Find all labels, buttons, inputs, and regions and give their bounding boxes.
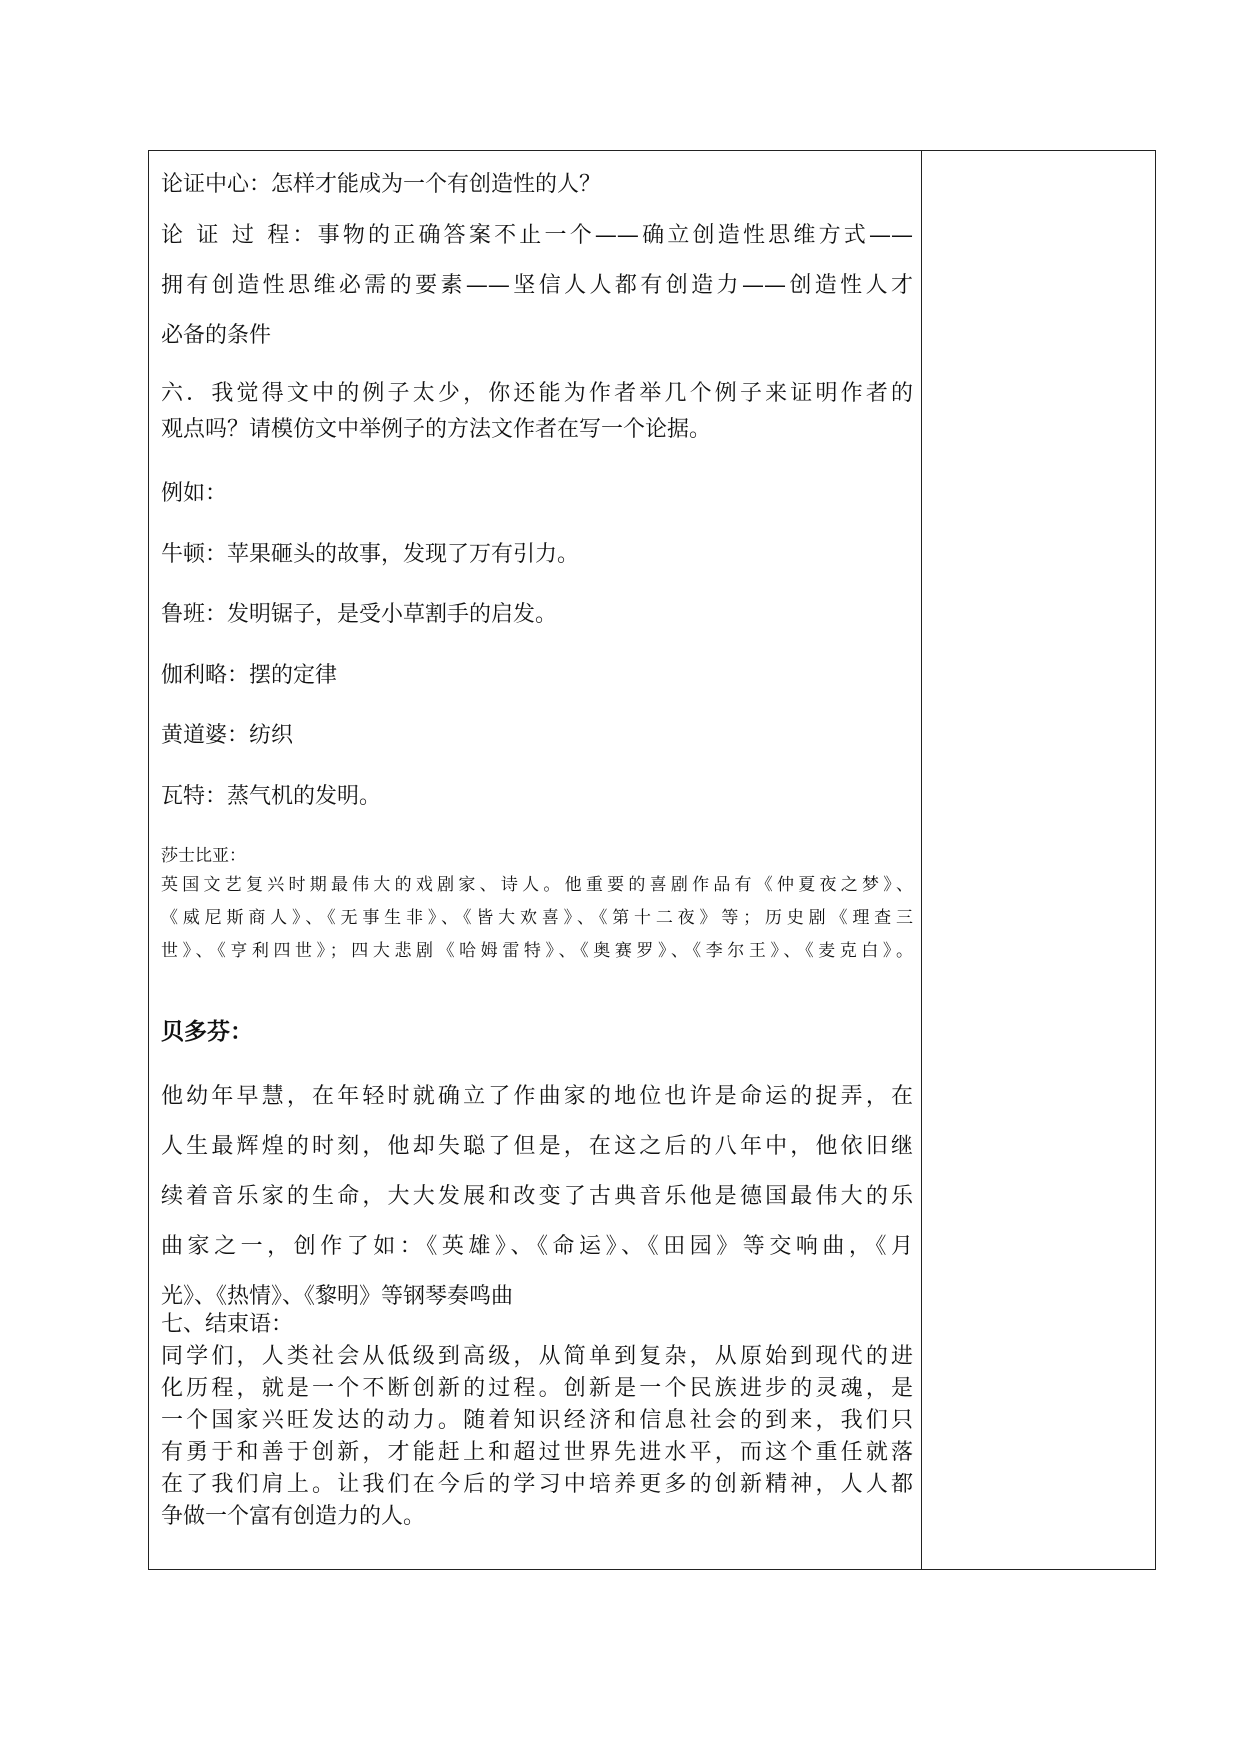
shakespeare-line: 世》、《亨利四世》；四大悲剧《哈姆雷特》、《奥赛罗》、《李尔王》、《麦克白》。 [161, 941, 913, 961]
column-divider [921, 151, 922, 1569]
conclusion-title: 七、结束语： [161, 1312, 294, 1337]
beethoven-line: 续着音乐家的生命，大大发展和改变了古典音乐他是德国最伟大的乐 [161, 1184, 913, 1209]
conclusion-line: 同学们，人类社会从低级到高级，从简单到复杂，从原始到现代的进 [161, 1344, 913, 1369]
example-label: 例如： [161, 481, 228, 506]
conclusion-line: 在了我们肩上。让我们在今后的学习中培养更多的创新精神，人人都 [161, 1472, 913, 1497]
conclusion-line: 一个国家兴旺发达的动力。随着知识经济和信息社会的到来，我们只 [161, 1408, 913, 1433]
argument-process-line: 拥有创造性思维必需的要素——坚信人人都有创造力——创造性人才 [161, 273, 913, 298]
shakespeare-title: 莎士比亚： [161, 846, 246, 866]
conclusion-line: 有勇于和善于创新，才能赶上和超过世界先进水平，而这个重任就落 [161, 1440, 913, 1465]
beethoven-line: 光》、《热情》、《黎明》等钢琴奏鸣曲 [161, 1284, 514, 1309]
beethoven-title: 贝多芬： [161, 1019, 253, 1045]
example-item: 瓦特：蒸气机的发明。 [161, 784, 382, 809]
beethoven-line: 曲家之一，创作了如：《英雄》、《命运》、《田园》等交响曲，《月 [161, 1234, 913, 1259]
side-notes-cell [923, 151, 1155, 1569]
argument-process-line: 论 证 过 程：事物的正确答案不止一个——确立创造性思维方式—— [161, 223, 913, 248]
beethoven-line: 人生最辉煌的时刻，他却失聪了但是，在这之后的八年中，他依旧继 [161, 1134, 913, 1159]
section-six-line: 观点吗？请模仿文中举例子的方法文作者在写一个论据。 [161, 417, 712, 442]
conclusion-line: 化历程，就是一个不断创新的过程。创新是一个民族进步的灵魂，是 [161, 1376, 913, 1401]
example-item: 黄道婆：纺织 [161, 723, 294, 748]
conclusion-line: 争做一个富有创造力的人。 [161, 1504, 426, 1529]
shakespeare-line: 《威尼斯商人》、《无事生非》、《皆大欢喜》、《第十二夜》等；历史剧《理查三 [161, 908, 913, 928]
beethoven-line: 他幼年早慧，在年轻时就确立了作曲家的地位也许是命运的捉弄，在 [161, 1084, 913, 1109]
argument-process-line: 必备的条件 [161, 323, 272, 348]
example-item: 牛顿：苹果砸头的故事，发现了万有引力。 [161, 542, 580, 567]
example-item: 伽利略：摆的定律 [161, 663, 338, 688]
lesson-table [148, 150, 1156, 1570]
section-six-line: 六．我觉得文中的例子太少，你还能为作者举几个例子来证明作者的 [161, 381, 913, 406]
shakespeare-line: 英国文艺复兴时期最伟大的戏剧家、诗人。他重要的喜剧作品有《仲夏夜之梦》、 [161, 875, 913, 895]
argument-center: 论证中心：怎样才能成为一个有创造性的人？ [161, 172, 602, 197]
example-item: 鲁班：发明锯子，是受小草割手的启发。 [161, 602, 558, 627]
